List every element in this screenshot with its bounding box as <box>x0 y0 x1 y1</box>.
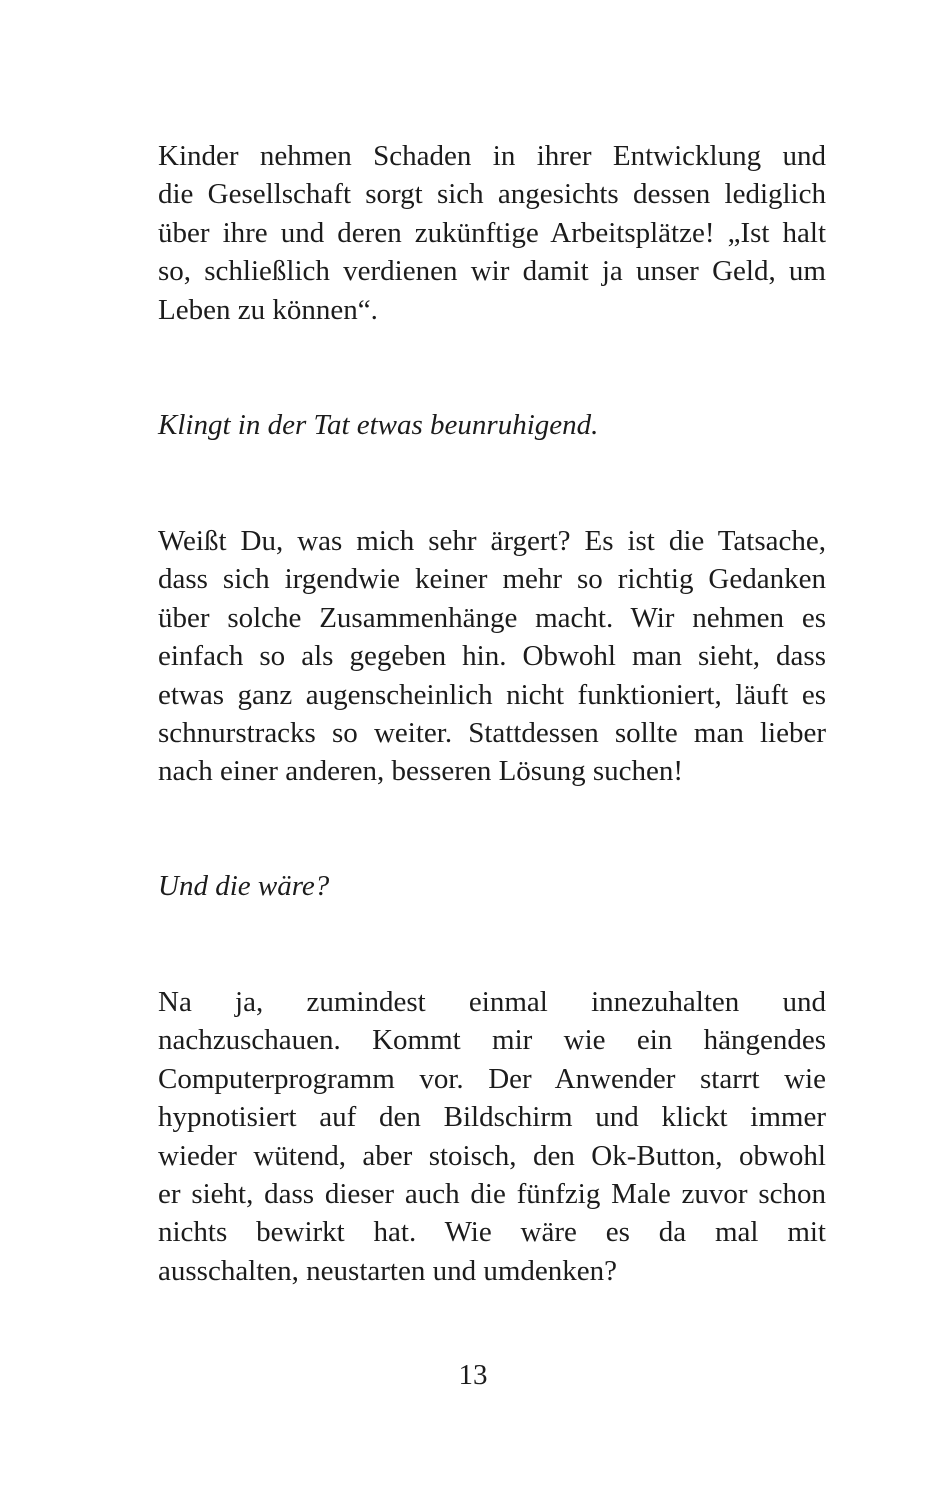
text-line: nachzuschauen. Kommt mir wie ein hängendes <box>158 1024 826 1057</box>
text-line: über solche Zusammenhänge macht. Wir nehmen es <box>158 601 826 634</box>
text-line: hypnotisiert auf den Bildschirm und klickt immer <box>158 1101 826 1134</box>
text-line: einfach so als gegeben hin. Obwohl man sieht, dass <box>158 640 826 673</box>
paragraph-2-italic <box>158 406 826 444</box>
text-line: so, schließlich verdienen wir damit ja unser Geld, um <box>158 255 826 288</box>
text-line: Leben zu können“. <box>158 293 378 326</box>
paragraph-1 <box>158 137 826 329</box>
text-line: Computerprogramm vor. Der Anwender starrt wie <box>158 1062 826 1095</box>
text-line: Na ja, zumindest einmal innezuhalten und <box>158 986 826 1018</box>
text-line: schnurstracks so weiter. Stattdessen sollte man lieber <box>158 716 826 749</box>
text-line: die Gesellschaft sorgt sich angesichts dessen lediglich <box>158 178 826 211</box>
text-line: dass sich irgendwie keiner mehr so richtig Gedanken <box>158 563 826 596</box>
text-line: Weißt Du, was mich sehr ärgert? Es ist die Tatsache, <box>158 525 826 557</box>
text-line: Klingt in der Tat etwas beunruhigend. <box>158 409 599 441</box>
paragraph-4-italic <box>158 867 826 905</box>
paragraph-3 <box>158 522 826 791</box>
text-line: nach einer anderen, besseren Lösung suchen! <box>158 755 684 788</box>
text-line: wieder wütend, aber stoisch, den Ok-Button, obwohl <box>158 1139 826 1172</box>
text-line: über ihre und deren zukünftige Arbeitsplätze! „Ist halt <box>158 216 826 249</box>
text-line: Und die wäre? <box>158 870 330 902</box>
text-line: etwas ganz augenscheinlich nicht funktioniert, läuft es <box>158 678 826 711</box>
paragraph-5 <box>158 983 826 1290</box>
text-line: ausschalten, neustarten und umdenken? <box>158 1254 618 1287</box>
text-line: Kinder nehmen Schaden in ihrer Entwicklung und <box>158 140 826 172</box>
page-number: 13 <box>458 1359 488 1391</box>
text-line: nichts bewirkt hat. Wie wäre es da mal mit <box>158 1216 826 1249</box>
text-line: er sieht, dass dieser auch die fünfzig Male zuvor schon <box>158 1177 826 1210</box>
